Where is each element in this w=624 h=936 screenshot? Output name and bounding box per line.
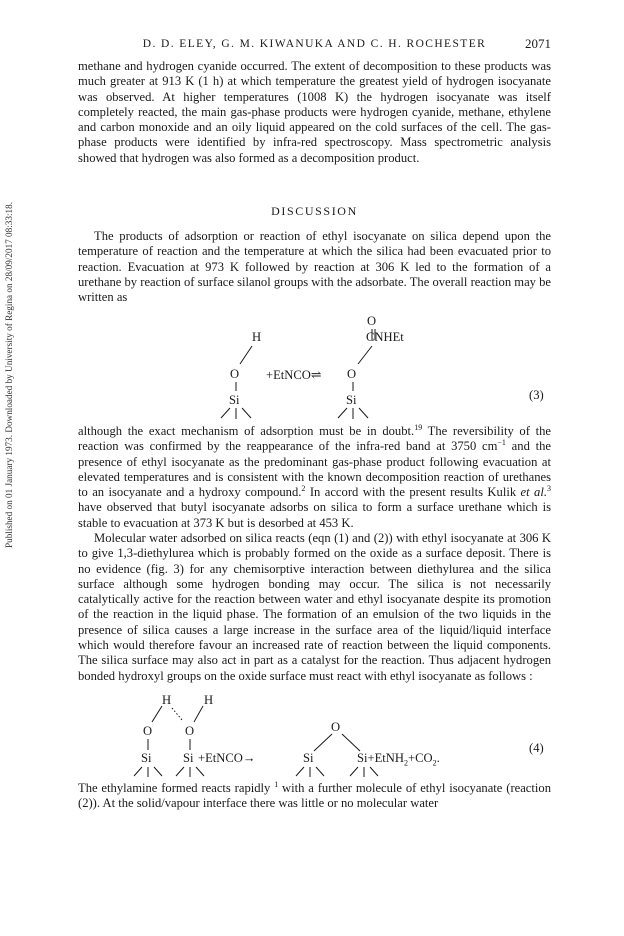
bond-si-left-3 [242, 408, 251, 418]
eq4-si1: Si [141, 751, 152, 765]
eq3-number: (3) [529, 388, 544, 402]
eq4-si4 [357, 751, 440, 766]
paragraph-results [78, 59, 551, 166]
paragraph-water [78, 531, 551, 684]
et-al: et al. [520, 485, 547, 500]
download-notice [2, 160, 16, 590]
eq4-dot: . [436, 751, 440, 765]
page-number: 2071 [525, 36, 551, 51]
eq3-o-top: O [367, 314, 377, 328]
eq4-o1: O [143, 724, 153, 738]
eq4-si3: Si [303, 751, 314, 765]
bond-si-right-3 [359, 408, 368, 418]
bond-h2-o2 [194, 706, 203, 722]
paragraph-results-text: methane and hydrogen cyanide occurred. The extent of decomposition to these products was much greater at 913 K (1 h) at which temperature the greatest yield of hydrogen isocyanate was observed. At higher temperatures (1008 K) the hydrogen isocyanate was itself completely reacted, the main gas-phase products were hydrogen cyanide, methane, ethylene and carbon monoxide and an oily liquid appeared on the cold surfaces of the cell. The gas-phase products were identified by infra-red spectroscopy. Mass spectrometric analysis showed that hydrogen was also formed as a decomposition product. [78, 59, 551, 165]
eq4-products: +EtNH [367, 751, 404, 765]
paragraph-mechanism [78, 424, 551, 531]
running-header [78, 38, 551, 54]
eq4-h2: H [204, 693, 214, 707]
eq4-si2: Si [183, 751, 194, 765]
eq3-o-right: O [347, 367, 357, 381]
bond-si1-1 [134, 767, 142, 776]
bond-c-o [358, 346, 372, 364]
section-heading: DISCUSSION [271, 204, 358, 218]
paragraph-water-text: Molecular water adsorbed on silica reacts (eqn (1) and (2)) with ethyl isocyanate at 306 K to give 1,3-diethylurea which is probably formed on the oxide as a surface deposit. There is no evidence (fig. 3) for any chemisorptive interaction between diethylurea and the silica surface although some hydrogen bonding may occur. The silica is not necessarily catalytically active for the reaction between water and ethyl isocyanate despite its promotion of the reaction in the liquid phase. The formation of an emulsion of the two liquids in the presence of silica causes a large increase in the surface area of the liquid/liquid interface which would therefore favour an increased rate of reaction between the liquid components. The silica surface may also act in part as a catalyst for the reaction. Thus adjacent hydrogen bonded hydroxyl groups on the oxide surface must react with ethyl isocyanate as follows : [78, 531, 551, 683]
eq3-reagent: +EtNCO⇌ [266, 368, 322, 382]
bond-si3-1 [296, 767, 304, 776]
paragraph-mechanism-text [78, 424, 551, 531]
bond-si4-1 [350, 767, 358, 776]
eq4-number: (4) [529, 741, 544, 755]
bond-h1-o1 [152, 706, 162, 722]
bond-si2-3 [196, 767, 204, 776]
bond-bridge-right [342, 734, 360, 751]
eq4-sub-2b: 2 [432, 758, 437, 768]
eq3-si-right: Si [346, 393, 357, 407]
bond-si-left-1 [221, 408, 230, 418]
eq3-o-left: O [230, 367, 240, 381]
mech-text-b: The reversibility of the reaction was confirmed by the reappearance of the infra-red band at 3750 cm [78, 424, 551, 454]
paragraph-ethylamine-text [78, 781, 551, 812]
citation-1: 1 [274, 779, 279, 789]
mech-text-c: and the presence of ethyl isocyanate as the predominant gas-phase product following evacuation at elevated temperatures and is consistent with the known decomposition reaction of urethanes to an isocyanate and a hydroxy compound. [78, 439, 551, 500]
ethylamine-text-b: with a further molecule of ethyl isocyanate (reaction (2)). At the solid/vapour interface there was little or no molecular water [78, 781, 551, 811]
eq3-h: H [252, 330, 262, 344]
citation-19: 19 [414, 422, 423, 432]
mech-text-d: In accord with the present results Kulik [305, 485, 521, 500]
paragraph-discussion [78, 229, 551, 305]
citation-2: 2 [301, 484, 306, 493]
eq4-o2: O [185, 724, 195, 738]
bond-bridge-left [314, 734, 332, 751]
download-notice-text: Published on 01 January 1973. Downloaded by University of Regina on 28/09/2017 08:33:18. [4, 201, 14, 549]
eq3-group: CNHEt [366, 330, 404, 344]
bond-si-right-1 [338, 408, 347, 418]
ethylamine-text-a: The ethylamine formed reacts rapidly [78, 781, 275, 795]
mech-text-e: have observed that butyl isocyanate adsorbs on silica to form a surface urethane which is stable to evacuation at 373 K but is desorbed at 453 K. [78, 500, 551, 530]
eq4-co: +CO [408, 751, 433, 765]
bond-h-o [240, 346, 252, 364]
eq4-o-bridge: O [331, 720, 341, 734]
eq3-si-left: Si [229, 393, 240, 407]
bond-si1-3 [154, 767, 162, 776]
bond-si4-3 [370, 767, 378, 776]
mech-text-a: although the exact mechanism of adsorption must be in doubt. [78, 424, 415, 438]
eq4-sub-2: 2 [404, 758, 408, 768]
eq4-si4-label: Si [357, 751, 368, 765]
bond-si2-1 [176, 767, 184, 776]
header-authors: D. D. ELEY, G. M. KIWANUKA AND C. H. ROCHESTER [142, 38, 487, 50]
eq4-h1: H [162, 693, 172, 707]
paragraph-ethylamine [78, 781, 551, 812]
hbond-dotted [172, 708, 182, 720]
eq4-reagent: +EtNCO→ [198, 751, 256, 765]
unit-exponent: −1 [497, 438, 506, 448]
citation-3: 3 [547, 484, 551, 493]
bond-si3-3 [316, 767, 324, 776]
paragraph-discussion-text: The products of adsorption or reaction of ethyl isocyanate on silica depend upon the temperature of reaction and the temperature at which the silica had been evacuated prior to reaction. Evacuation at 973 K followed by reaction at 306 K led to the formation of a urethane by reaction of surface silanol groups with the adsorbate. The overall reaction may be written as [78, 229, 551, 305]
